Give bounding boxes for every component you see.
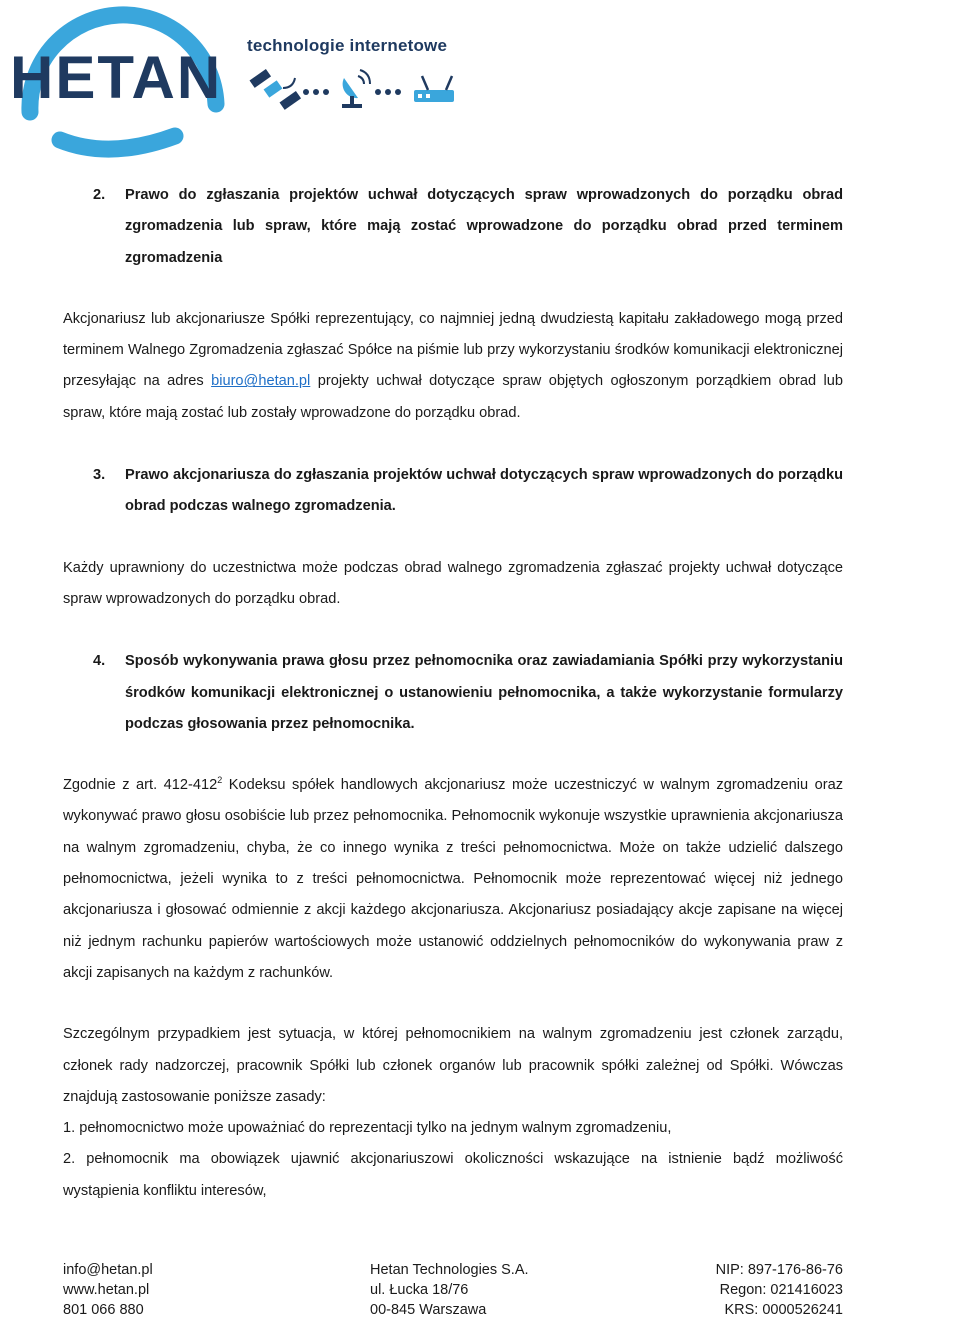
section-4-paragraph-1 <box>63 770 843 989</box>
section-2-heading <box>63 180 843 274</box>
section-4-para-1-rest: Kodeksu spółek handlowych akcjonariusz może uczestniczyć w walnym zgromadzeniu oraz wykonywać prawo głosu osobiście lub przez pełnomocnika. Pełnomocnik wykonuje wszystkie uprawnienia akcjonariusza na walnym zgromadzeniu, chyba, że co innego wynika z treści pełnomocnictwa. Może on także udzielić dalszego pełnomocnictwa, jeżeli wynika to z treści pełnomocnictwa. Pełnomocnik może reprezentować więcej niż jednego akcjonariusza i głosować odmiennie z akcji każdego akcjonariusza. Akcjonariusz posiadający akcje zapisane na więcej niż jednym rachunku papierów wartościowych może ustanowić oddzielnych pełnomocników do wykonywania praw z akcji zapisanych na każdym z rachunków. <box>63 777 843 981</box>
footer-registry <box>716 1260 843 1320</box>
footer-contact <box>63 1260 153 1320</box>
article-superscript: 2 <box>217 775 223 786</box>
section-4-heading <box>63 646 843 740</box>
section-4-number: 4. <box>93 653 106 670</box>
section-4-paragraph-2: Szczególnym przypadkiem jest sytuacja, w której pełnomocnikiem na walnym zgromadzeniu jest członek zarządu, członek rady nadzorczej, pracownik Spółki lub członek organów lub pracownik spółki zależnej od Spółki. Wówczas znajdują zastosowanie poniższe zasady: <box>63 1026 843 1105</box>
logo-arc-bottom <box>60 136 175 149</box>
section-4-title: Sposób wykonywania prawa głosu przez pełnomocnika oraz zawiadamiania Spółki przy wykorzystaniu środków komunikacji elektronicznej o ustanowieniu pełnomocnika, a także wykorzystanie formularzy podczas głosowania przez pełnomocnika. <box>125 653 843 732</box>
section-4-para-1-start: Zgodnie z art. 412-412 <box>63 777 218 794</box>
section-2-number: 2. <box>93 187 106 203</box>
section-3-paragraph: Każdy uprawniony do uczestnictwa może podczas obrad walnego zgromadzenia zgłaszać projekty uchwał dotyczące spraw wprowadzonych do porządku obrad. <box>63 559 843 607</box>
footer-street: ul. Łucka 18/76 <box>370 1282 469 1298</box>
logo-wordmark: HETAN <box>10 44 223 111</box>
footer-company: Hetan Technologies S.A. <box>370 1262 529 1278</box>
footer-nip: NIP: 897-176-86-76 <box>715 1262 843 1278</box>
footer-krs: KRS: 0000526241 <box>724 1302 843 1318</box>
footer-address <box>370 1260 529 1320</box>
email-link[interactable]: biuro@hetan.pl <box>211 373 311 390</box>
footer-email[interactable]: info@hetan.pl <box>63 1262 153 1278</box>
section-3-title: Prawo akcjonariusza do zgłaszania projektów uchwał dotyczących spraw wprowadzonych do porządku obrad podczas walnego zgromadzenia. <box>125 467 843 515</box>
footer-website[interactable]: www.hetan.pl <box>63 1282 150 1298</box>
section-2-paragraph <box>63 304 843 429</box>
hetan-logo-graphic <box>0 0 480 160</box>
footer-city: 00-845 Warszawa <box>370 1302 487 1318</box>
page-footer <box>63 1260 843 1320</box>
list-item: 1. pełnomocnictwo może upoważniać do reprezentacji tylko na jednym walnym zgromadzeniu, <box>63 1120 672 1137</box>
section-2-text-start: Akcjonariusz lub akcjonariusze Spółki reprezentujący, co najmniej jedną dwudziestą kapitału zakładowego mogą przed terminem Walnego Zgromadzenia zgłaszać Spółce na piśmie lub przy wykorzystaniu środków komunikacji elektronicznej przesyłając na adres <box>63 310 843 390</box>
satellite-icon <box>250 69 302 110</box>
logo-tagline: technologie internetowe <box>247 36 448 55</box>
section-3-number: 3. <box>93 467 106 484</box>
company-logo <box>0 0 480 160</box>
router-icon <box>414 76 454 102</box>
list-item: 2. pełnomocnik ma obowiązek ujawnić akcjonariuszowi okoliczności wskazujące na istnienie bądź możliwość wystąpienia konfliktu interesów, <box>63 1151 843 1199</box>
document-body <box>63 180 843 1207</box>
section-3-heading <box>63 460 843 523</box>
footer-phone: 801 066 880 <box>63 1302 144 1318</box>
section-2-title: Prawo do zgłaszania projektów uchwał dotyczących spraw wprowadzonych do porządku obrad zgromadzenia lub spraw, które mają zostać wprowadzone do porządku obrad przed terminem zgromadzenia <box>125 187 843 266</box>
footer-regon: Regon: 021416023 <box>719 1282 843 1298</box>
dish-icon <box>342 70 370 108</box>
section-2-text-end: projekty uchwał dotyczące spraw objętych ogłoszonym porządkiem obrad lub spraw, które mają zostać lub zostały wprowadzone do porządku obrad. <box>63 373 843 421</box>
